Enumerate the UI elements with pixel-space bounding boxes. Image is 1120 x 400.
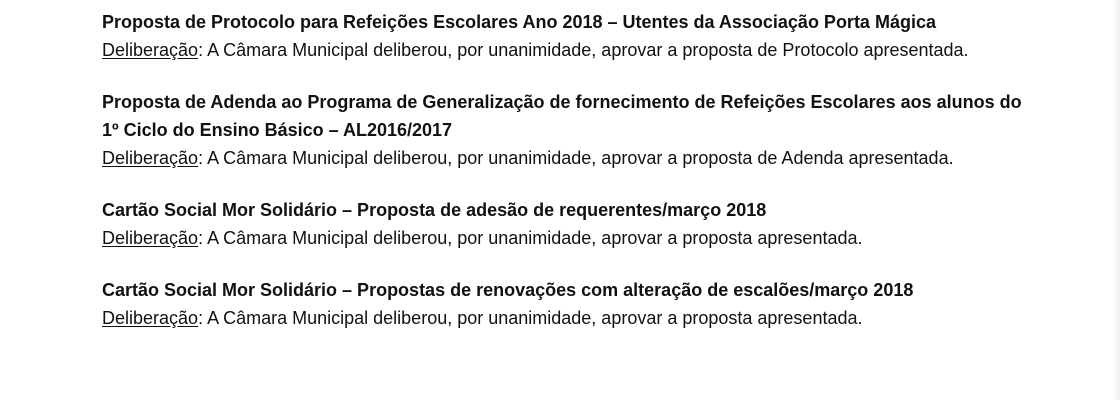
item-title: Cartão Social Mor Solidário – Propostas de renovações com alteração de escalões/março 2018	[102, 280, 914, 300]
item-deliberation	[102, 144, 1042, 172]
deliberation-label: Deliberação	[102, 148, 199, 168]
deliberation-label: Deliberação	[102, 308, 199, 328]
deliberation-item-renovacoes	[102, 276, 1042, 332]
deliberation-text: A Câmara Municipal deliberou, por unanimidade, aprovar a proposta de Adenda apresentada.	[203, 148, 954, 168]
item-title: Cartão Social Mor Solidário – Proposta de adesão de requerentes/março 2018	[102, 200, 767, 220]
label-colon: :	[198, 40, 204, 60]
item-deliberation	[102, 224, 1042, 252]
deliberation-item-adesao	[102, 196, 1042, 252]
item-deliberation	[102, 304, 1042, 332]
scan-edge-shadow	[1112, 0, 1120, 400]
deliberation-item-adenda	[102, 88, 1042, 172]
label-colon: :	[198, 228, 204, 248]
deliberation-text: A Câmara Municipal deliberou, por unanimidade, aprovar a proposta de Protocolo apresentada.	[203, 40, 969, 60]
item-deliberation	[102, 36, 1042, 64]
item-title: Proposta de Protocolo para Refeições Escolares Ano 2018 – Utentes da Associação Porta Mágica	[102, 12, 936, 32]
deliberation-item-protocolo	[102, 8, 1042, 64]
deliberation-label: Deliberação	[102, 228, 199, 248]
document-page	[102, 8, 1042, 356]
label-colon: :	[198, 148, 204, 168]
deliberation-text: A Câmara Municipal deliberou, por unanimidade, aprovar a proposta apresentada.	[203, 308, 863, 328]
deliberation-label: Deliberação	[102, 40, 199, 60]
deliberation-text: A Câmara Municipal deliberou, por unanimidade, aprovar a proposta apresentada.	[203, 228, 863, 248]
item-title: Proposta de Adenda ao Programa de Generalização de fornecimento de Refeições Escolares aos alunos do 1º Ciclo do Ensino Básico – AL2016/2017	[102, 92, 1022, 140]
label-colon: :	[198, 308, 204, 328]
